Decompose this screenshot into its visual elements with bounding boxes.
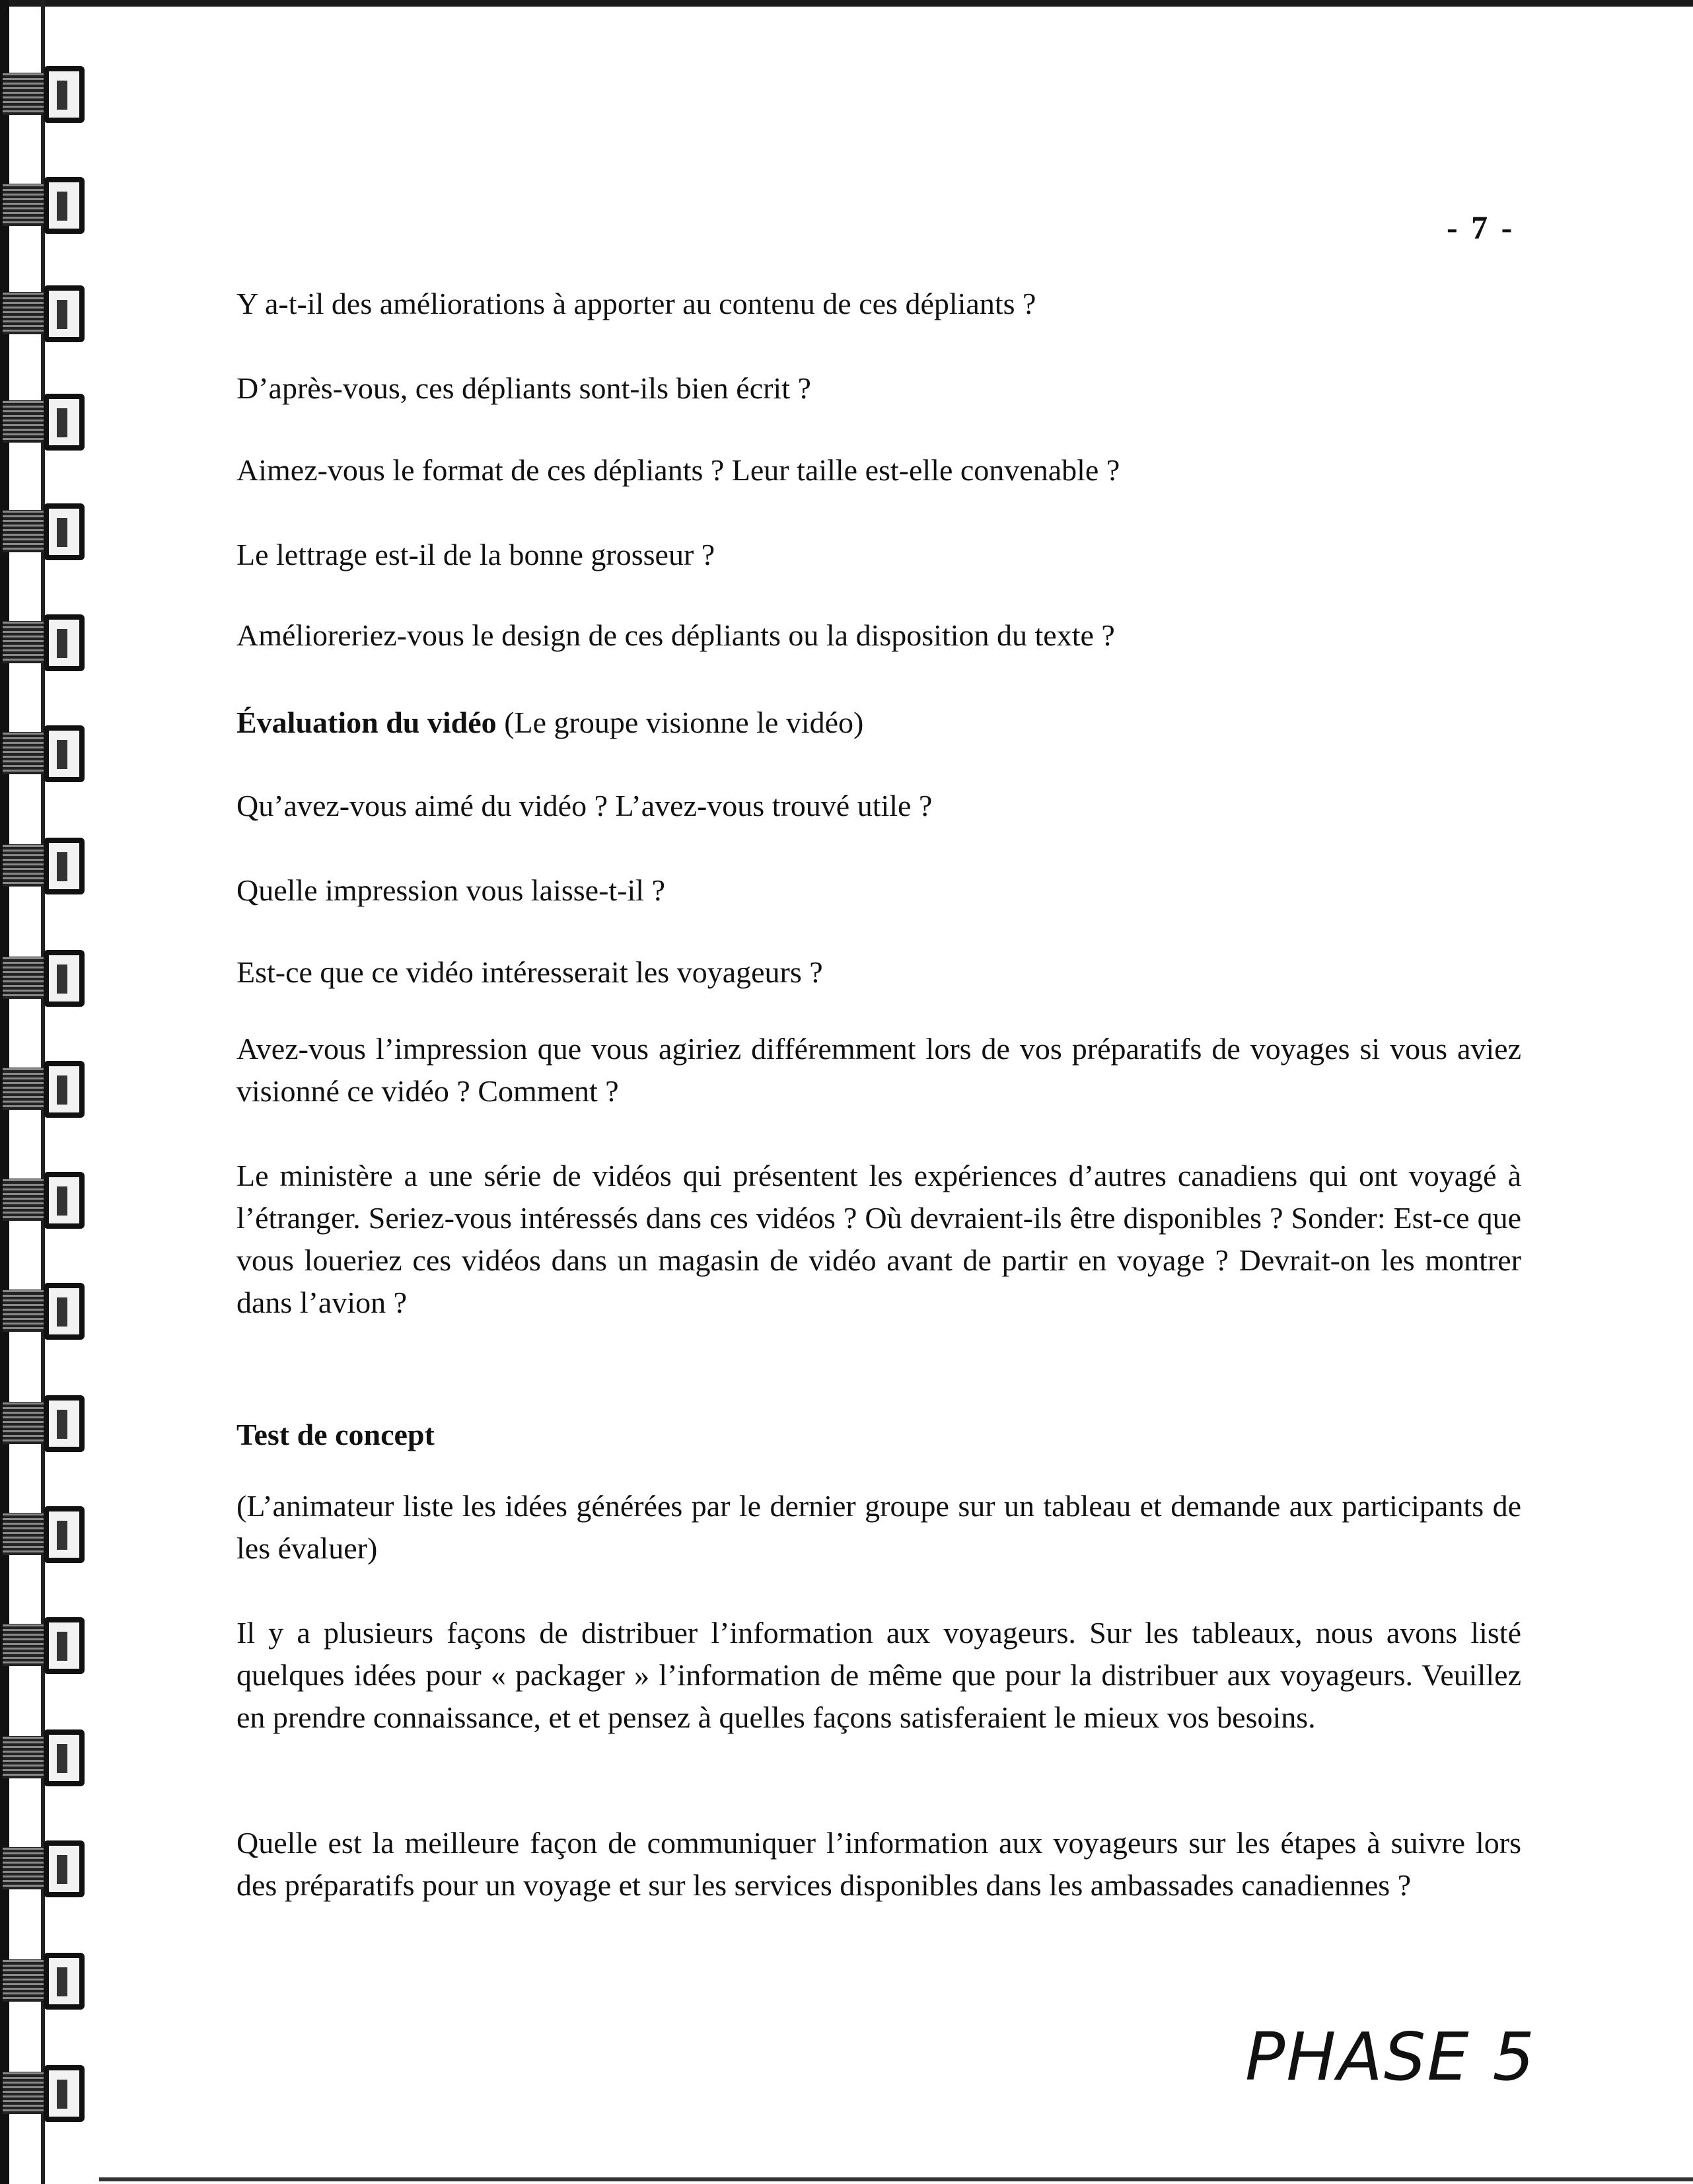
binding-ring-plate — [3, 1624, 49, 1666]
binding-ring-slot — [57, 1967, 67, 1996]
spiral-binding — [0, 0, 99, 2184]
binding-ring — [3, 1283, 89, 1340]
binding-ring-plate — [3, 844, 49, 887]
binding-ring-plate — [3, 1290, 49, 1332]
question-content-improvements: Y a-t-il des améliorations à apporter au contenu de ces dépliants ? — [236, 287, 1036, 320]
binding-ring-slot — [57, 740, 67, 769]
binding-ring — [3, 1506, 89, 1563]
binding-ring-slot — [57, 81, 67, 110]
binding-ring-slot — [57, 192, 67, 221]
binding-ring-plate — [3, 400, 49, 443]
binding-ring-slot — [57, 852, 67, 881]
video-section-heading: Évaluation du vidéo — [236, 706, 497, 739]
binding-ring-slot — [57, 965, 67, 994]
binding-ring-plate — [3, 1179, 49, 1221]
binding-ring — [3, 394, 89, 451]
binding-ring-plate — [3, 957, 49, 999]
binding-ring-plate — [3, 1847, 49, 1889]
binding-ring — [3, 838, 89, 894]
binding-ring-slot — [57, 300, 67, 329]
question-format: Aimez-vous le format de ces dépliants ? Leur taille est-elle convenable ? — [236, 453, 1120, 487]
binding-ring-slot — [57, 1855, 67, 1884]
video-question-series: Le ministère a une série de vidéos qui présentent les expériences d’autres canadiens qui ont voyagé à l’étranger. Seriez-vous intéressés dans ces vidéos ? Où devraient-ils être disponibles ? Sonder: Est-ce que vous loueriez ces vidéos dans un magasin de vidéo avant de partir en voyage ? Devrait-on les montrer dans l’avion ? — [236, 1159, 1521, 1319]
binding-ring — [3, 1953, 89, 2010]
bottom-border — [99, 2177, 1693, 2181]
binding-ring-slot — [57, 2080, 67, 2109]
binding-ring-plate — [3, 510, 49, 552]
page-number: - 7 - — [1447, 209, 1515, 246]
top-border — [0, 0, 1693, 7]
binding-ring-slot — [57, 518, 67, 547]
binding-ring-slot — [57, 1297, 67, 1327]
binding-ring — [3, 725, 89, 782]
binding-ring-plate — [3, 73, 49, 115]
binding-ring-slot — [57, 1521, 67, 1550]
binding-ring-plate — [3, 292, 49, 334]
binding-ring-plate — [3, 1068, 49, 1110]
binding-ring — [3, 285, 89, 342]
binding-ring-plate — [3, 1736, 49, 1778]
video-section-heading-note: (Le groupe visionne le vidéo) — [496, 706, 864, 739]
binding-ring — [3, 1840, 89, 1897]
binding-ring — [3, 66, 89, 123]
concept-best-way-question: Quelle est la meilleure façon de communiquer l’information aux voyageurs sur les étapes à suivre lors des préparatifs pour un voyage et sur les services disponibles dans les ambassades canadiennes ? — [236, 1826, 1521, 1902]
binding-ring-plate — [3, 184, 49, 226]
binding-ring-plate — [3, 1513, 49, 1555]
question-lettering: Le lettrage est-il de la bonne grosseur ? — [236, 538, 715, 571]
binding-ring — [3, 1172, 89, 1229]
binding-ring — [3, 950, 89, 1007]
binding-ring — [3, 177, 89, 234]
video-question-impression: Quelle impression vous laisse-t-il ? — [236, 873, 665, 907]
binding-ring-slot — [57, 629, 67, 658]
binding-ring-slot — [57, 1186, 67, 1216]
binding-ring-plate — [3, 2072, 49, 2114]
binding-ring — [3, 1061, 89, 1118]
question-well-written: D’après-vous, ces dépliants sont-ils bien écrit ? — [236, 371, 811, 405]
binding-ring — [3, 1617, 89, 1674]
binding-ring — [3, 2065, 89, 2122]
phase-label: PHASE 5 — [1245, 2018, 1536, 2095]
binding-ring-plate — [3, 1959, 49, 2002]
binding-ring — [3, 503, 89, 560]
video-question-behaviour: Avez-vous l’impression que vous agiriez différemment lors de vos préparatifs de voyages si vous aviez visionné ce vidéo ? Comment ? — [236, 1032, 1521, 1108]
video-question-interest: Est-ce que ce vidéo intéresserait les voyageurs ? — [236, 955, 823, 989]
binding-ring — [3, 1729, 89, 1786]
binding-ring-slot — [57, 1632, 67, 1661]
binding-ring — [3, 614, 89, 671]
concept-moderator-note: (L’animateur liste les idées générées par le dernier groupe sur un tableau et demande aux participants de les évaluer) — [236, 1489, 1521, 1565]
video-question-liked: Qu’avez-vous aimé du vidéo ? L’avez-vous trouvé utile ? — [236, 789, 933, 822]
concept-distribution-paragraph: Il y a plusieurs façons de distribuer l’information aux voyageurs. Sur les tableaux, nous avons listé quelques idées pour « packager » l’information de même que pour la distribuer aux voyageurs. Veuillez en prendre connaissance, et et pensez à quelles façons satisferaient le mieux vos besoins. — [236, 1616, 1521, 1734]
binding-ring-slot — [57, 408, 67, 437]
binding-ring-plate — [3, 1402, 49, 1444]
video-section-heading-line — [236, 702, 1521, 744]
question-design: Amélioreriez-vous le design de ces dépliants ou la disposition du texte ? — [236, 618, 1115, 652]
binding-ring-plate — [3, 732, 49, 774]
binding-ring-slot — [57, 1744, 67, 1773]
concept-section-heading: Test de concept — [236, 1418, 435, 1451]
binding-ring-slot — [57, 1075, 67, 1105]
binding-ring-plate — [3, 621, 49, 663]
binding-ring — [3, 1395, 89, 1452]
binding-ring-slot — [57, 1410, 67, 1439]
